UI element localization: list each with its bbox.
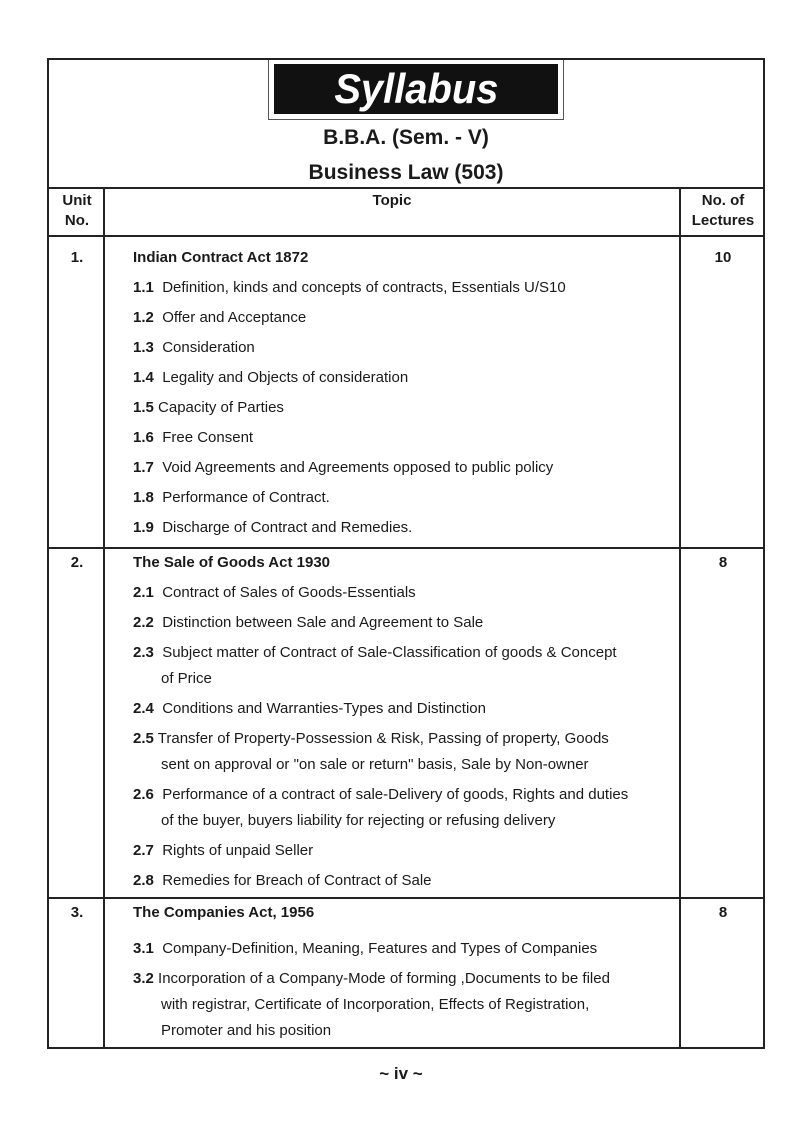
list-item: 1.4 Legality and Objects of consideration bbox=[133, 369, 409, 386]
column-header-unit: Unit No. bbox=[62, 192, 92, 229]
syllabus-page bbox=[47, 58, 765, 1049]
unit-topic-list bbox=[133, 275, 673, 541]
unit-title: The Companies Act, 1956 bbox=[133, 904, 315, 921]
unit-number: 2. bbox=[70, 554, 84, 571]
unit-number: 1. bbox=[70, 249, 84, 266]
divider bbox=[49, 547, 763, 549]
list-item: 1.3 Consideration bbox=[133, 339, 255, 356]
unit-title: Indian Contract Act 1872 bbox=[133, 249, 309, 266]
page-number: ~ iv ~ bbox=[379, 1064, 423, 1083]
unit-topic-list bbox=[133, 580, 673, 894]
syllabus-banner bbox=[268, 60, 564, 120]
column-header-lectures: No. of Lectures bbox=[691, 192, 755, 229]
list-item: 2.1 Contract of Sales of Goods-Essentials bbox=[133, 584, 416, 601]
list-item: 1.2 Offer and Acceptance bbox=[133, 309, 307, 326]
list-item: 2.6 Performance of a contract of sale-Delivery of goods, Rights and duties of the buyer, buyers liability for rejecting or refusing delivery bbox=[133, 786, 629, 829]
unit-title: The Sale of Goods Act 1930 bbox=[133, 554, 330, 571]
lecture-count: 8 bbox=[718, 904, 728, 921]
list-item: 2.2 Distinction between Sale and Agreement to Sale bbox=[133, 614, 484, 631]
syllabus-header bbox=[49, 60, 763, 187]
list-item: 2.8 Remedies for Breach of Contract of Sale bbox=[133, 872, 432, 889]
list-item: 3.2 Incorporation of a Company-Mode of forming ,Documents to be filed with registrar, Certificate of Incorporation, Effects of Registration, Promoter and his position bbox=[133, 970, 610, 1039]
list-item: 1.7 Void Agreements and Agreements opposed to public policy bbox=[133, 459, 554, 476]
list-item: 2.4 Conditions and Warranties-Types and Distinction bbox=[133, 700, 486, 717]
lecture-count: 10 bbox=[714, 249, 732, 266]
list-item: 1.9 Discharge of Contract and Remedies. bbox=[133, 519, 413, 536]
list-item: 2.5 Transfer of Property-Possession & Risk, Passing of property, Goods sent on approval or "on sale or return" basis, Sale by Non-owner bbox=[133, 730, 609, 773]
list-item: 1.1 Definition, kinds and concepts of contracts, Essentials U/S10 bbox=[133, 279, 566, 296]
column-header-topic: Topic bbox=[372, 192, 412, 209]
unit-number: 3. bbox=[70, 904, 84, 921]
unit-topic-list bbox=[133, 936, 673, 1044]
banner-title: Syllabus bbox=[333, 65, 499, 112]
subject-title: Business Law (503) bbox=[308, 161, 504, 184]
divider bbox=[49, 235, 763, 237]
list-item: 1.6 Free Consent bbox=[133, 429, 254, 446]
divider bbox=[49, 187, 763, 189]
course-title: B.B.A. (Sem. - V) bbox=[323, 126, 489, 149]
list-item: 1.8 Performance of Contract. bbox=[133, 489, 330, 506]
divider bbox=[49, 897, 763, 899]
list-item: 1.5 Capacity of Parties bbox=[133, 399, 284, 416]
lecture-count: 8 bbox=[718, 554, 728, 571]
list-item: 2.7 Rights of unpaid Seller bbox=[133, 842, 314, 859]
list-item: 3.1 Company-Definition, Meaning, Features and Types of Companies bbox=[133, 940, 598, 957]
list-item: 2.3 Subject matter of Contract of Sale-Classification of goods & Concept of Price bbox=[133, 644, 617, 687]
